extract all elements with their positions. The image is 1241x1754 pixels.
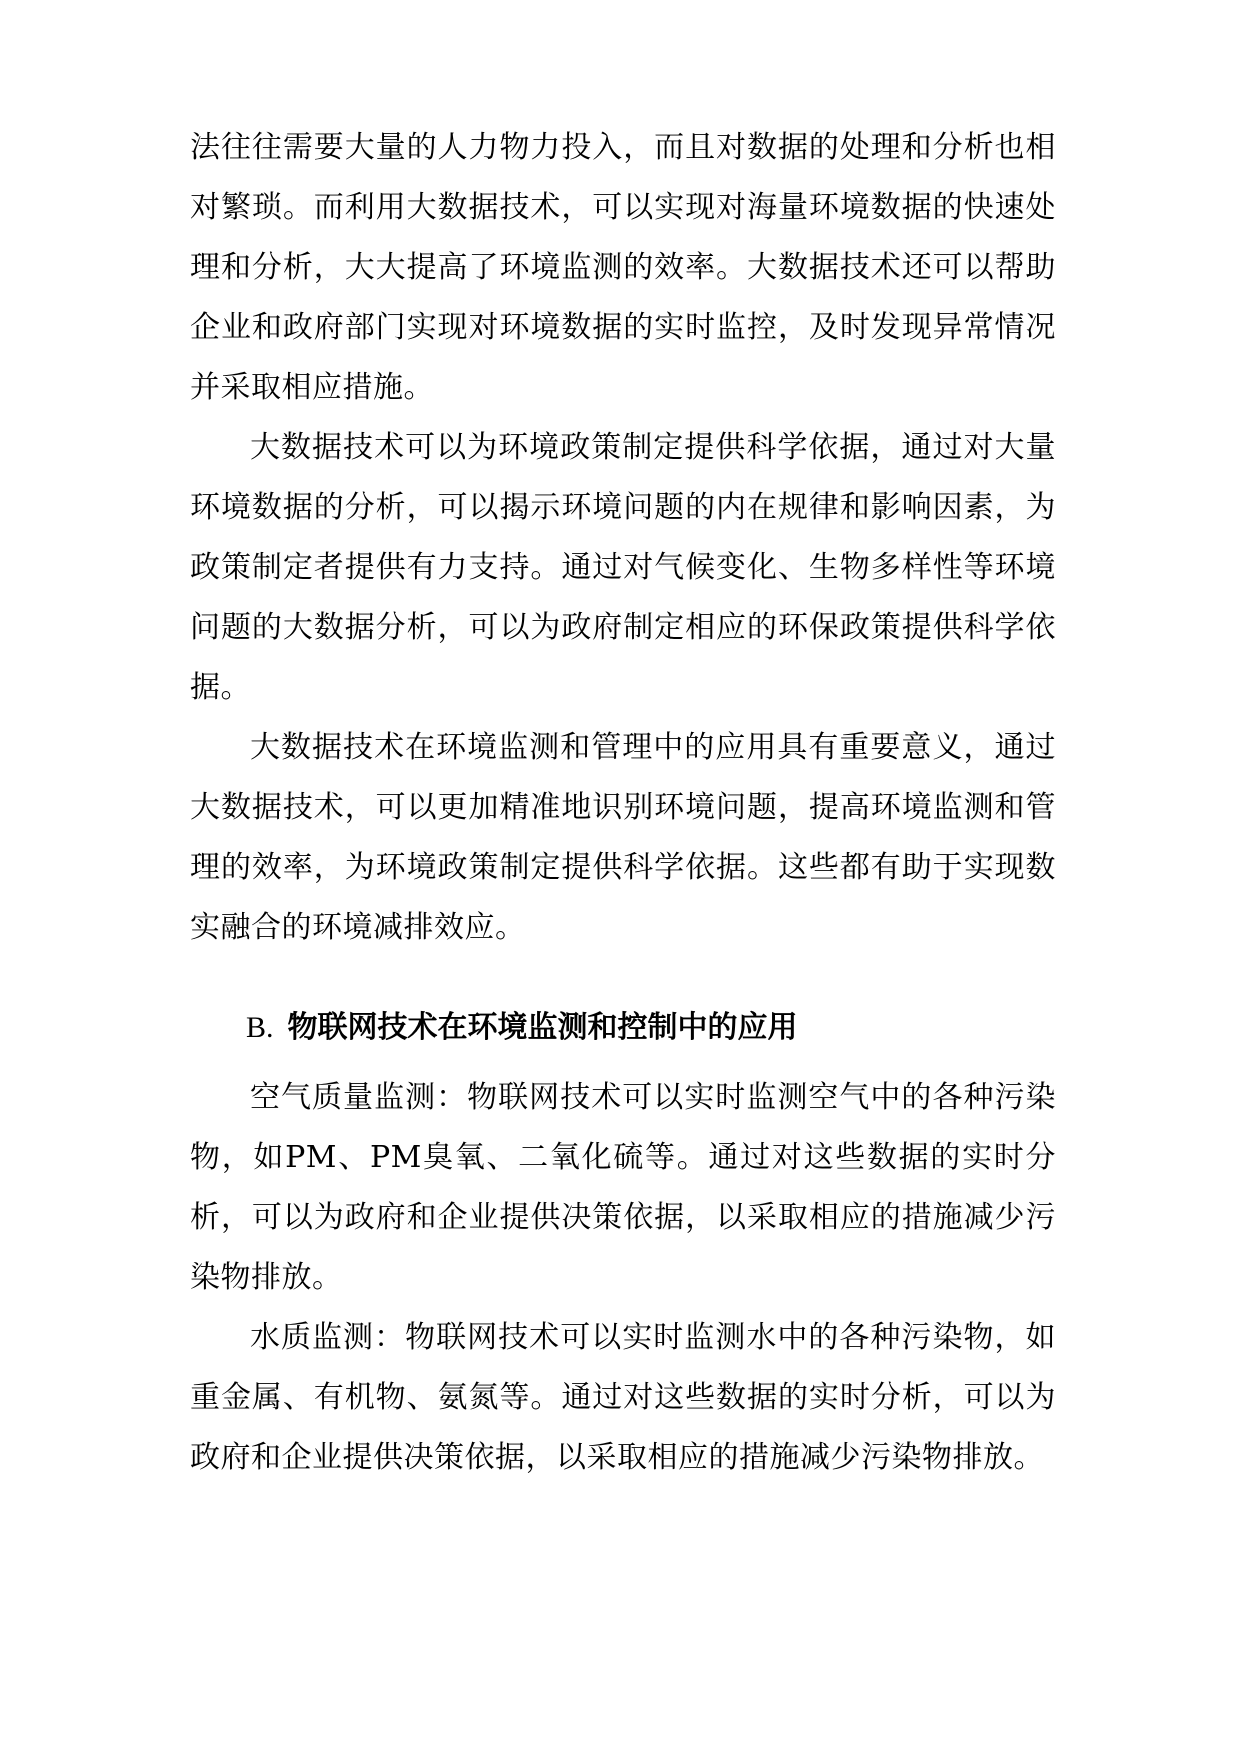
- paragraph-continued: 法往往需要大量的人力物力投入，而且对数据的处理和分析也相对繁琐。而利用大数据技术，可以实现对海量环境数据的快速处理和分析，大大提高了环境监测的效率。大数据技术还可以帮助企业和政府部门实现对环境数据的实时监控，及时发现异常情况并采取相应措施。: [190, 130, 1056, 405]
- section-number: B.: [246, 1011, 274, 1044]
- paragraph-significance: 大数据技术在环境监测和管理中的应用具有重要意义，通过大数据技术，可以更加精准地识别环境问题，提高环境监测和管理的效率，为环境政策制定提供科学依据。这些都有助于实现数实融合的环境减排效应。: [190, 730, 1056, 945]
- paragraph-air-quality: 空气质量监测：物联网技术可以实时监测空气中的各种污染物，如PM、PM臭氧、二氧化硫等。通过对这些数据的实时分析，可以为政府和企业提供决策依据，以采取相应的措施减少污染物排放。: [190, 1080, 1056, 1295]
- section-title: 物联网技术在环境监测和控制中的应用: [287, 1010, 798, 1045]
- paragraph-water-quality: 水质监测：物联网技术可以实时监测水中的各种污染物，如重金属、有机物、氨氮等。通过对这些数据的实时分析，可以为政府和企业提供决策依据，以采取相应的措施减少污染物排放。: [190, 1320, 1056, 1475]
- paragraph-policy-basis: 大数据技术可以为环境政策制定提供科学依据，通过对大量环境数据的分析，可以揭示环境问题的内在规律和影响因素，为政策制定者提供有力支持。通过对气候变化、生物多样性等环境问题的大数据分析，可以为政府制定相应的环保政策提供科学依据。: [190, 430, 1056, 705]
- section-heading: [190, 998, 1056, 1058]
- document-page: [190, 118, 1056, 1488]
